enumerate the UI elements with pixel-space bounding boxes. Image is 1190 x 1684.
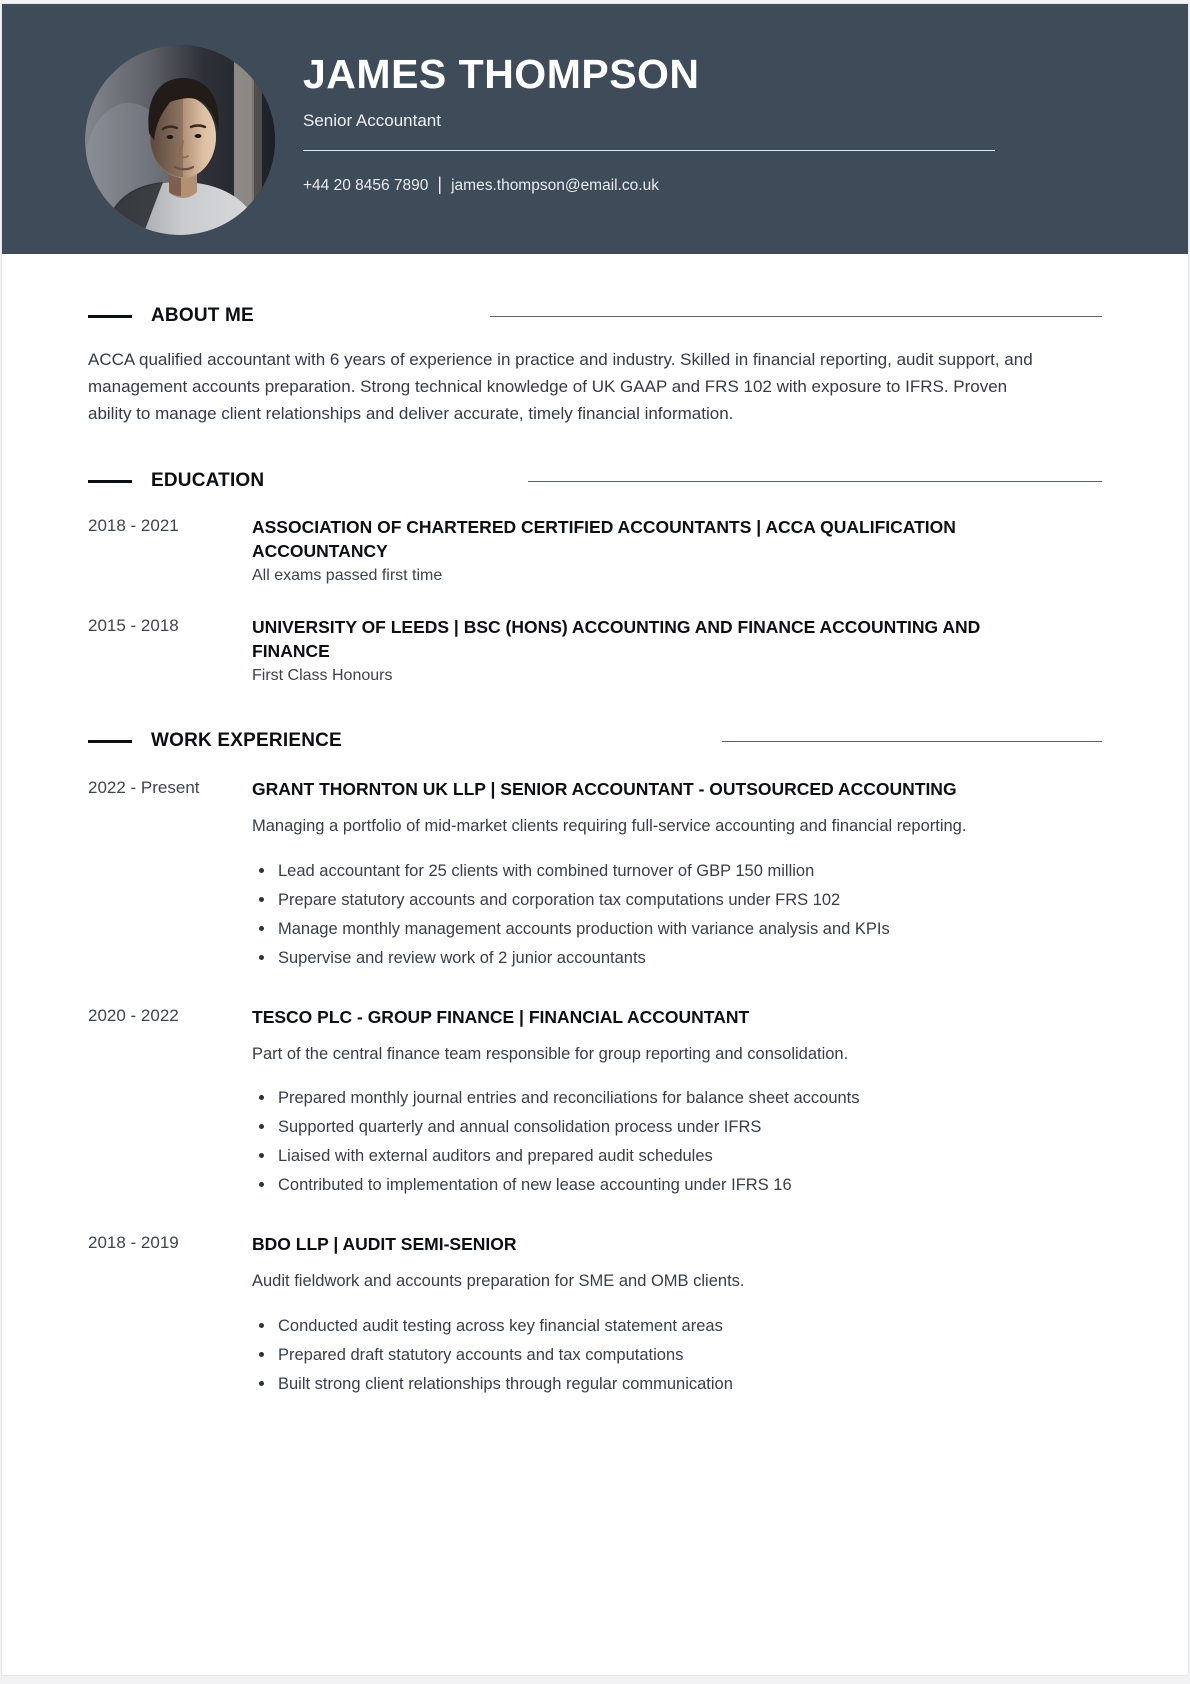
cv-page: [2, 4, 1188, 1675]
education-entry: [88, 615, 1102, 685]
entry-content: [252, 777, 1102, 973]
section-heading-experience: [88, 729, 1102, 753]
section-title: WORK EXPERIENCE: [151, 730, 342, 751]
heading-rule: [528, 481, 1102, 482]
education-entry: [88, 515, 1102, 585]
section-title: EDUCATION: [151, 470, 265, 491]
entry-dates: 2020 - 2022: [88, 1005, 179, 1025]
bullet-item: Manage monthly management accounts production with variance analysis and KPIs: [252, 915, 1102, 944]
header-divider: [303, 150, 995, 151]
experience-title: TESCO PLC - GROUP FINANCE | FINANCIAL ACCOUNTANT: [252, 1006, 750, 1027]
bullet-item: Supervise and review work of 2 junior accountants: [252, 944, 1102, 973]
bullet-item: Contributed to implementation of new lease accounting under IFRS 16: [252, 1171, 1102, 1200]
experience-title: BDO LLP | AUDIT SEMI-SENIOR: [252, 1234, 517, 1254]
section-heading-about: [88, 304, 1102, 328]
education-note: First Class Honours: [252, 667, 393, 684]
section-title: ABOUT ME: [151, 305, 254, 326]
cv-header: [2, 4, 1188, 254]
bullet-item: Liaised with external auditors and prepared audit schedules: [252, 1142, 1102, 1171]
heading-dash: [88, 740, 132, 743]
experience-bullets: [252, 1312, 1102, 1399]
bullet-item: Prepare statutory accounts and corporation tax computations under FRS 102: [252, 886, 1102, 915]
header-text-block: [303, 4, 995, 254]
experience-bullets: [252, 1084, 1102, 1200]
experience-summary: Part of the central finance team responsible for group reporting and consolidation.: [252, 1044, 849, 1063]
bullet-item: Built strong client relationships through regular communication: [252, 1370, 1102, 1399]
experience-entry: [88, 777, 1102, 973]
heading-rule: [722, 741, 1102, 742]
bullet-item: Conducted audit testing across key financial statement areas: [252, 1312, 1102, 1341]
name-heading: JAMES THOMPSON: [303, 51, 700, 97]
bullet-item: Prepared monthly journal entries and reconciliations for balance sheet accounts: [252, 1084, 1102, 1113]
contact-line: [303, 175, 995, 196]
entry-content: [252, 1232, 1102, 1399]
section-about: [88, 304, 1102, 427]
phone-number: +44 20 8456 7890: [303, 176, 429, 194]
education-note: All exams passed first time: [252, 567, 443, 584]
entry-content: [252, 615, 1102, 685]
experience-title: GRANT THORNTON UK LLP | SENIOR ACCOUNTANT - OUTSOURCED ACCOUNTING: [252, 779, 957, 799]
entry-content: [252, 515, 1102, 585]
section-heading-education: [88, 469, 1102, 493]
experience-entry: [88, 1232, 1102, 1399]
heading-dash: [88, 315, 132, 318]
profile-photo: [85, 45, 275, 235]
entry-content: [252, 1005, 1102, 1201]
about-paragraph: ACCA qualified accountant with 6 years of experience in practice and industry. Skilled in financial reporting, audit support, and management accounts preparation. Strong technical knowledge of UK GAAP and FRS 102 with exposure to IFRS. Proven ability to manage client relationships and deliver accurate, timely financial information.: [88, 350, 1033, 423]
education-title: ASSOCIATION OF CHARTERED CERTIFIED ACCOUNTANTS | ACCA QUALIFICATION ACCOUNTANCY: [252, 517, 956, 561]
section-experience: [88, 729, 1102, 1399]
bullet-item: Prepared draft statutory accounts and tax computations: [252, 1341, 1102, 1370]
email-address: james.thompson@email.co.uk: [451, 176, 659, 194]
heading-dash: [88, 480, 132, 483]
entry-dates: 2018 - 2019: [88, 1233, 179, 1252]
bullet-item: Lead accountant for 25 clients with combined turnover of GBP 150 million: [252, 857, 1102, 886]
experience-summary: Managing a portfolio of mid-market clients requiring full-service accounting and financial reporting.: [252, 817, 967, 835]
bullet-item: Supported quarterly and annual consolidation process under IFRS: [252, 1113, 1102, 1142]
contact-separator: |: [437, 174, 443, 194]
experience-summary: Audit fieldwork and accounts preparation for SME and OMB clients.: [252, 1272, 745, 1290]
heading-rule: [490, 316, 1102, 317]
entry-dates: 2018 - 2021: [88, 516, 179, 535]
entry-dates: 2015 - 2018: [88, 616, 179, 635]
cv-body: [2, 304, 1188, 1399]
experience-entry: [88, 1005, 1102, 1201]
portrait-illustration: [85, 45, 275, 235]
education-title: UNIVERSITY OF LEEDS | BSC (HONS) ACCOUNTING AND FINANCE ACCOUNTING AND FINANCE: [252, 617, 981, 661]
job-title: Senior Accountant: [303, 111, 441, 130]
experience-bullets: [252, 857, 1102, 973]
section-education: [88, 469, 1102, 685]
entry-dates: 2022 - Present: [88, 778, 200, 797]
